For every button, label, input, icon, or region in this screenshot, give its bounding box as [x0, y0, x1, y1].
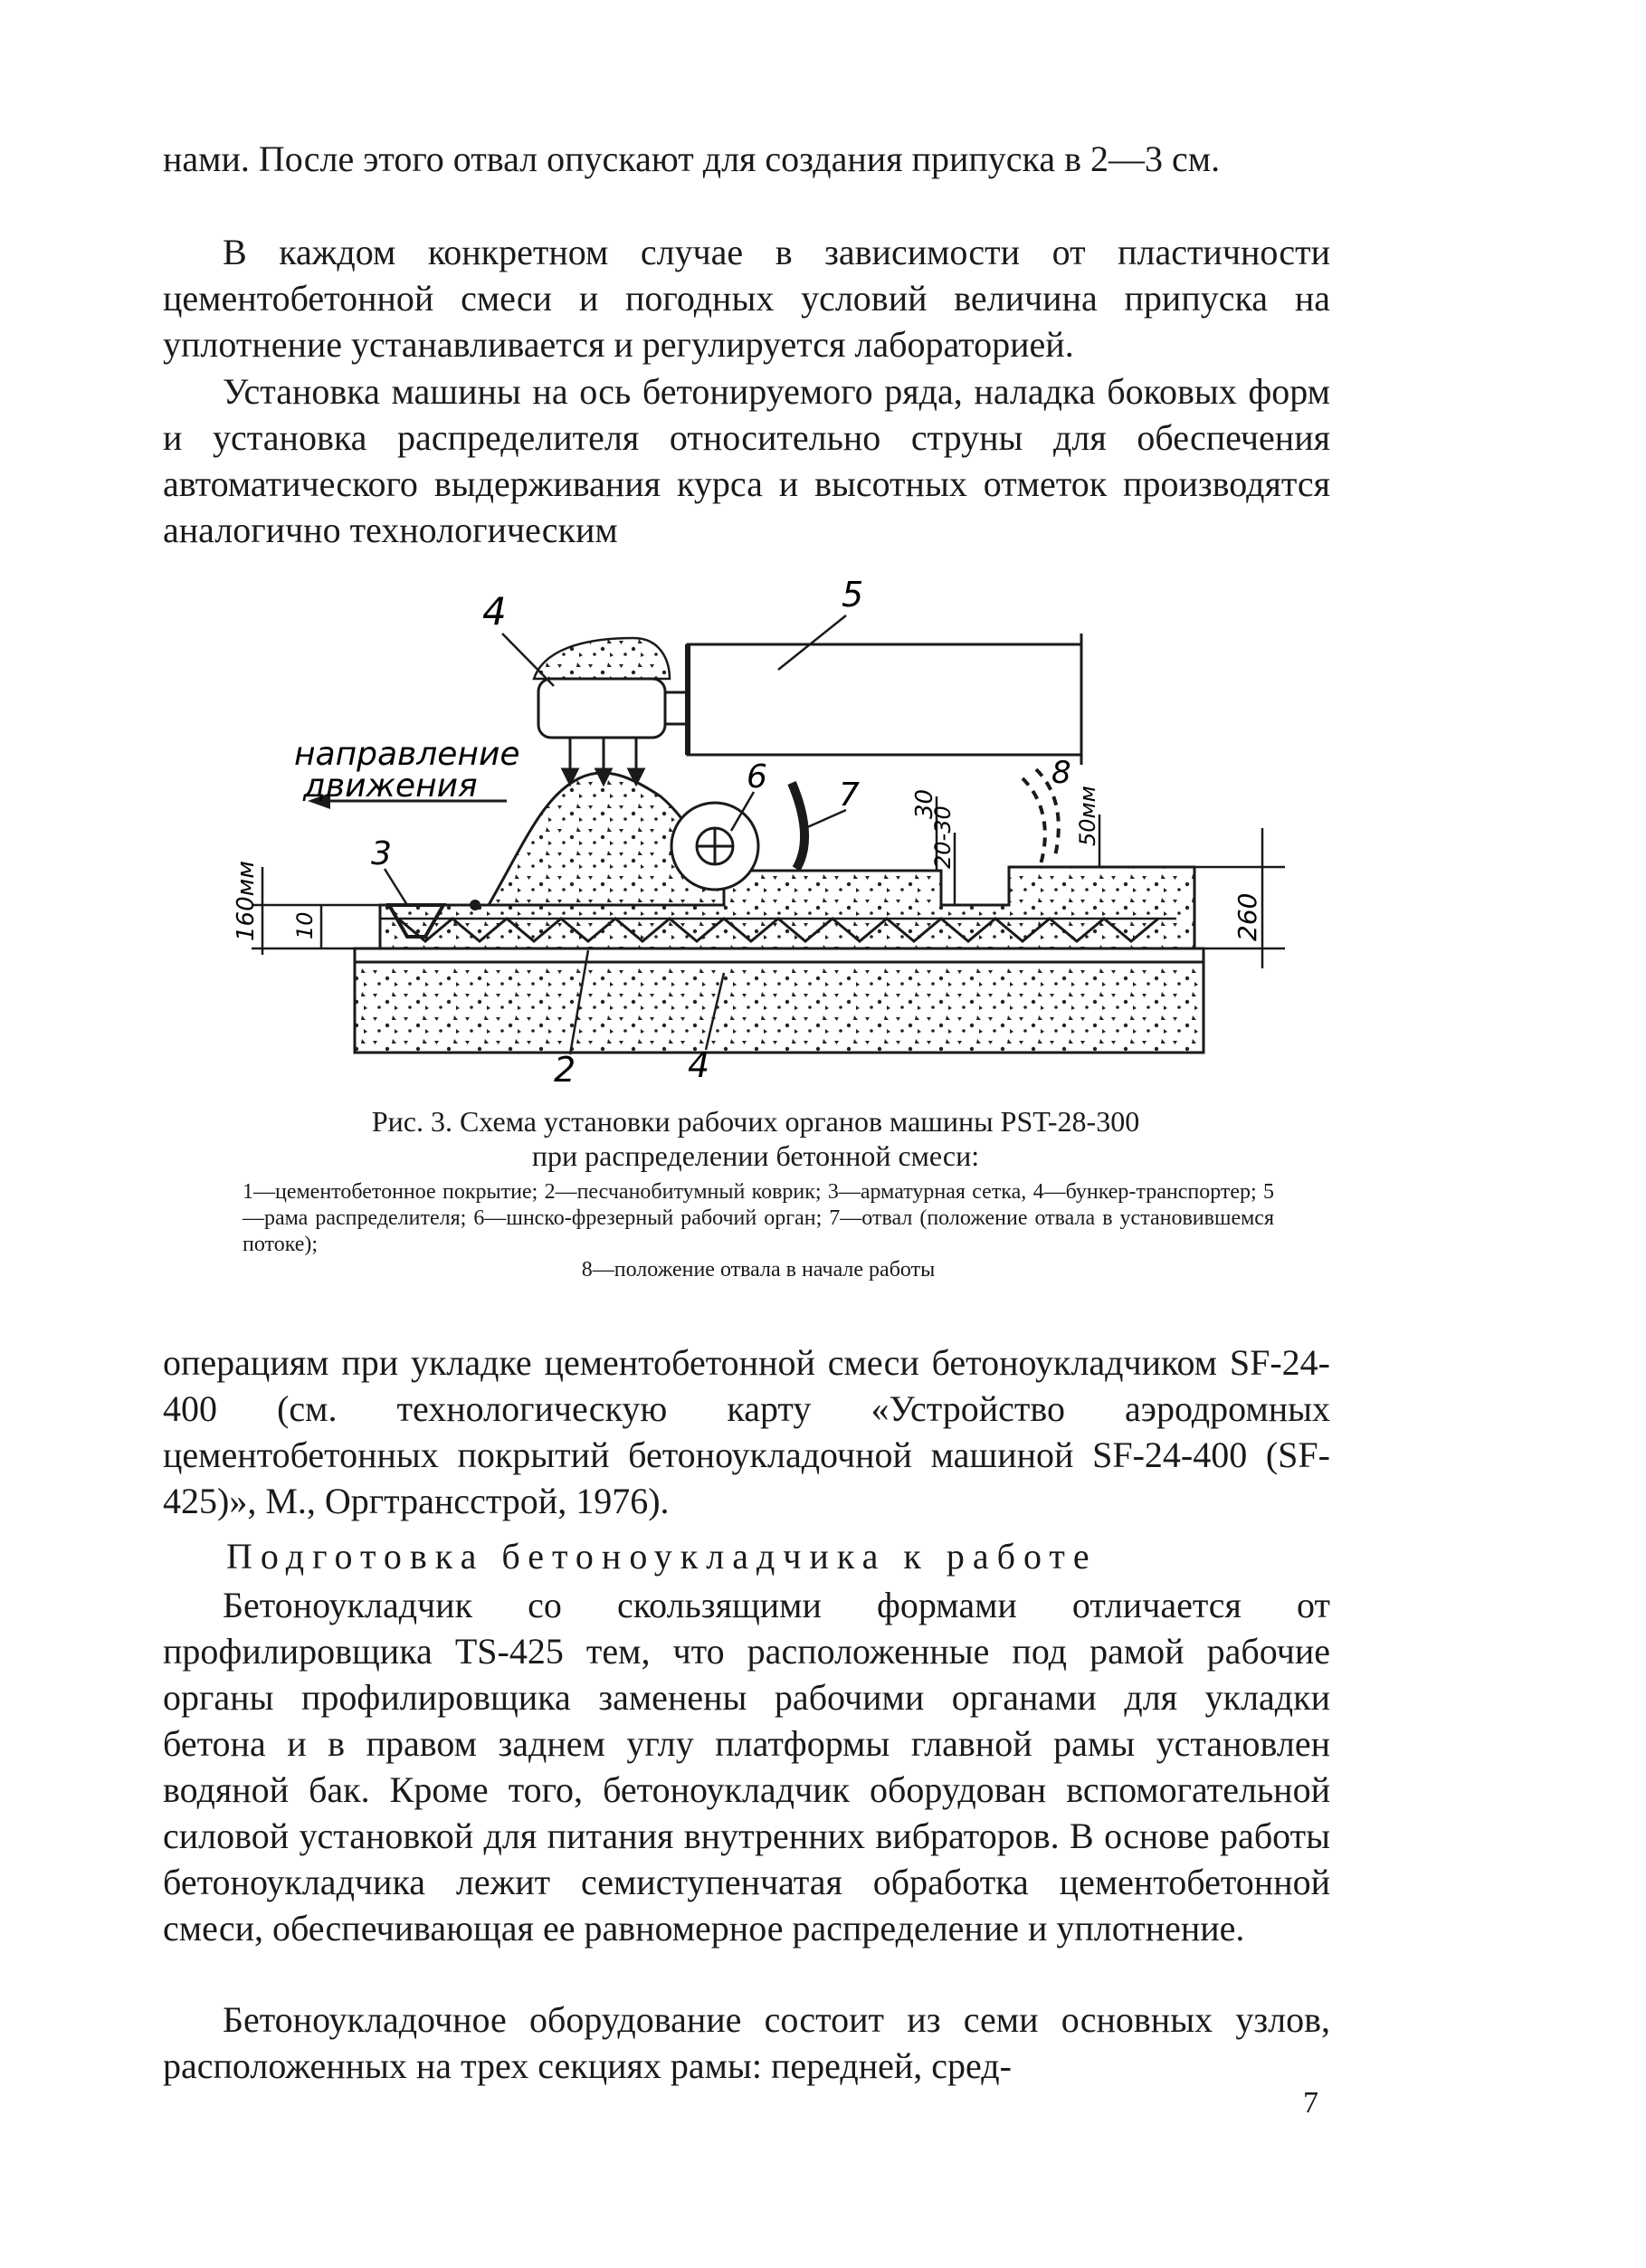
figure-legend: 1—цементобетонное покрытие; 2—песчанобитумный коврик; 3—арматурная сетка, 4—бункер-транспортер; 5—рама распределителя; 6—шнско-фрезерный рабочий орган; 7—отвал (положение отвала в установившемся потоке);	[243, 1180, 1274, 1256]
figure-caption-line-1: Рис. 3. Схема установки рабочих органов машины PST-28-300	[371, 1105, 1140, 1138]
feed-arrows	[563, 738, 643, 784]
bunker-transporter	[538, 679, 665, 738]
label-2: 2	[554, 1050, 576, 1090]
dim-160: 160мм	[233, 861, 260, 941]
label-7: 7	[839, 777, 860, 814]
blade-start-position	[1023, 778, 1045, 864]
label-5: 5	[842, 575, 864, 615]
paragraph-5: Бетоноукладчик со скользящими формами отличается от профилировщика TS-425 тем, что расположенные под рамой рабочие органы профилировщика заменены рабочими органами для укладки бетона и в правом заднем углу платформы главной рамы установлен водяной бак. Кроме того, бетоноукладчик оборудован вспомогательной силовой установкой для питания внутренних вибраторов. В основе работы бетоноукладчика лежит семиступенчатая обработка цементобетонной смеси, обеспечивающая ее равномерное распределение и уплотнение.	[163, 1585, 1330, 1949]
figure-caption-line-2: при распределении бетонной смеси:	[531, 1139, 980, 1172]
paragraph-6: Бетоноукладочное оборудование состоит из семи основных узлов, расположенных на трех секциях рамы: передней, сред-	[163, 1999, 1330, 2086]
paragraph-2: В каждом конкретном случае в зависимости от пластичности цементобетонной смеси и погодных условий величина припуска на уплотнение устанавливается и регулируется лабораторией.	[163, 232, 1330, 365]
label-8: 8	[1051, 755, 1071, 791]
direction-label-1: направление	[294, 736, 520, 773]
label-3: 3	[371, 835, 392, 872]
distributor-frame	[688, 644, 1081, 755]
dim-20-30: 20-30	[930, 805, 956, 869]
paragraph-3: Установка машины на ось бетонируемого ряда, наладка боковых форм и установка распределителя относительно струны для обеспечения автоматического выдерживания курса и высотных отметок производятся аналогично технологическим	[163, 371, 1330, 550]
paragraph-1: нами. После этого отвал опускают для создания припуска в 2—3 см.	[163, 138, 1221, 179]
label-6: 6	[747, 758, 767, 796]
dim-10: 10	[292, 911, 318, 939]
section-heading: Подготовка бетоноукладчика к работе	[226, 1536, 1098, 1577]
direction-label-2: движения	[303, 767, 478, 805]
subbase-layer	[355, 962, 1204, 1053]
figure-legend-last: 8—положение отвала в начале работы	[581, 1258, 936, 1282]
dim-50: 50мм	[1075, 786, 1100, 846]
paragraph-4: операциям при укладке цементобетонной смеси бетоноукладчиком SF-24-400 (см. технологическую карту «Устройство аэродромных цементобетонных покрытий бетоноукладочной машиной SF-24-400 (SF-425)», М., Оргтрансстрой, 1976).	[163, 1342, 1330, 1521]
blade-working-position	[792, 783, 804, 869]
dim-30: 30	[911, 788, 938, 819]
sand-bitumen-mat	[355, 948, 1204, 962]
label-4-bottom: 4	[688, 1045, 710, 1085]
dim-260: 260	[1232, 892, 1262, 941]
page-number: 7	[1303, 2086, 1318, 2120]
hopper-load	[534, 638, 670, 679]
label-4-top: 4	[482, 589, 507, 634]
